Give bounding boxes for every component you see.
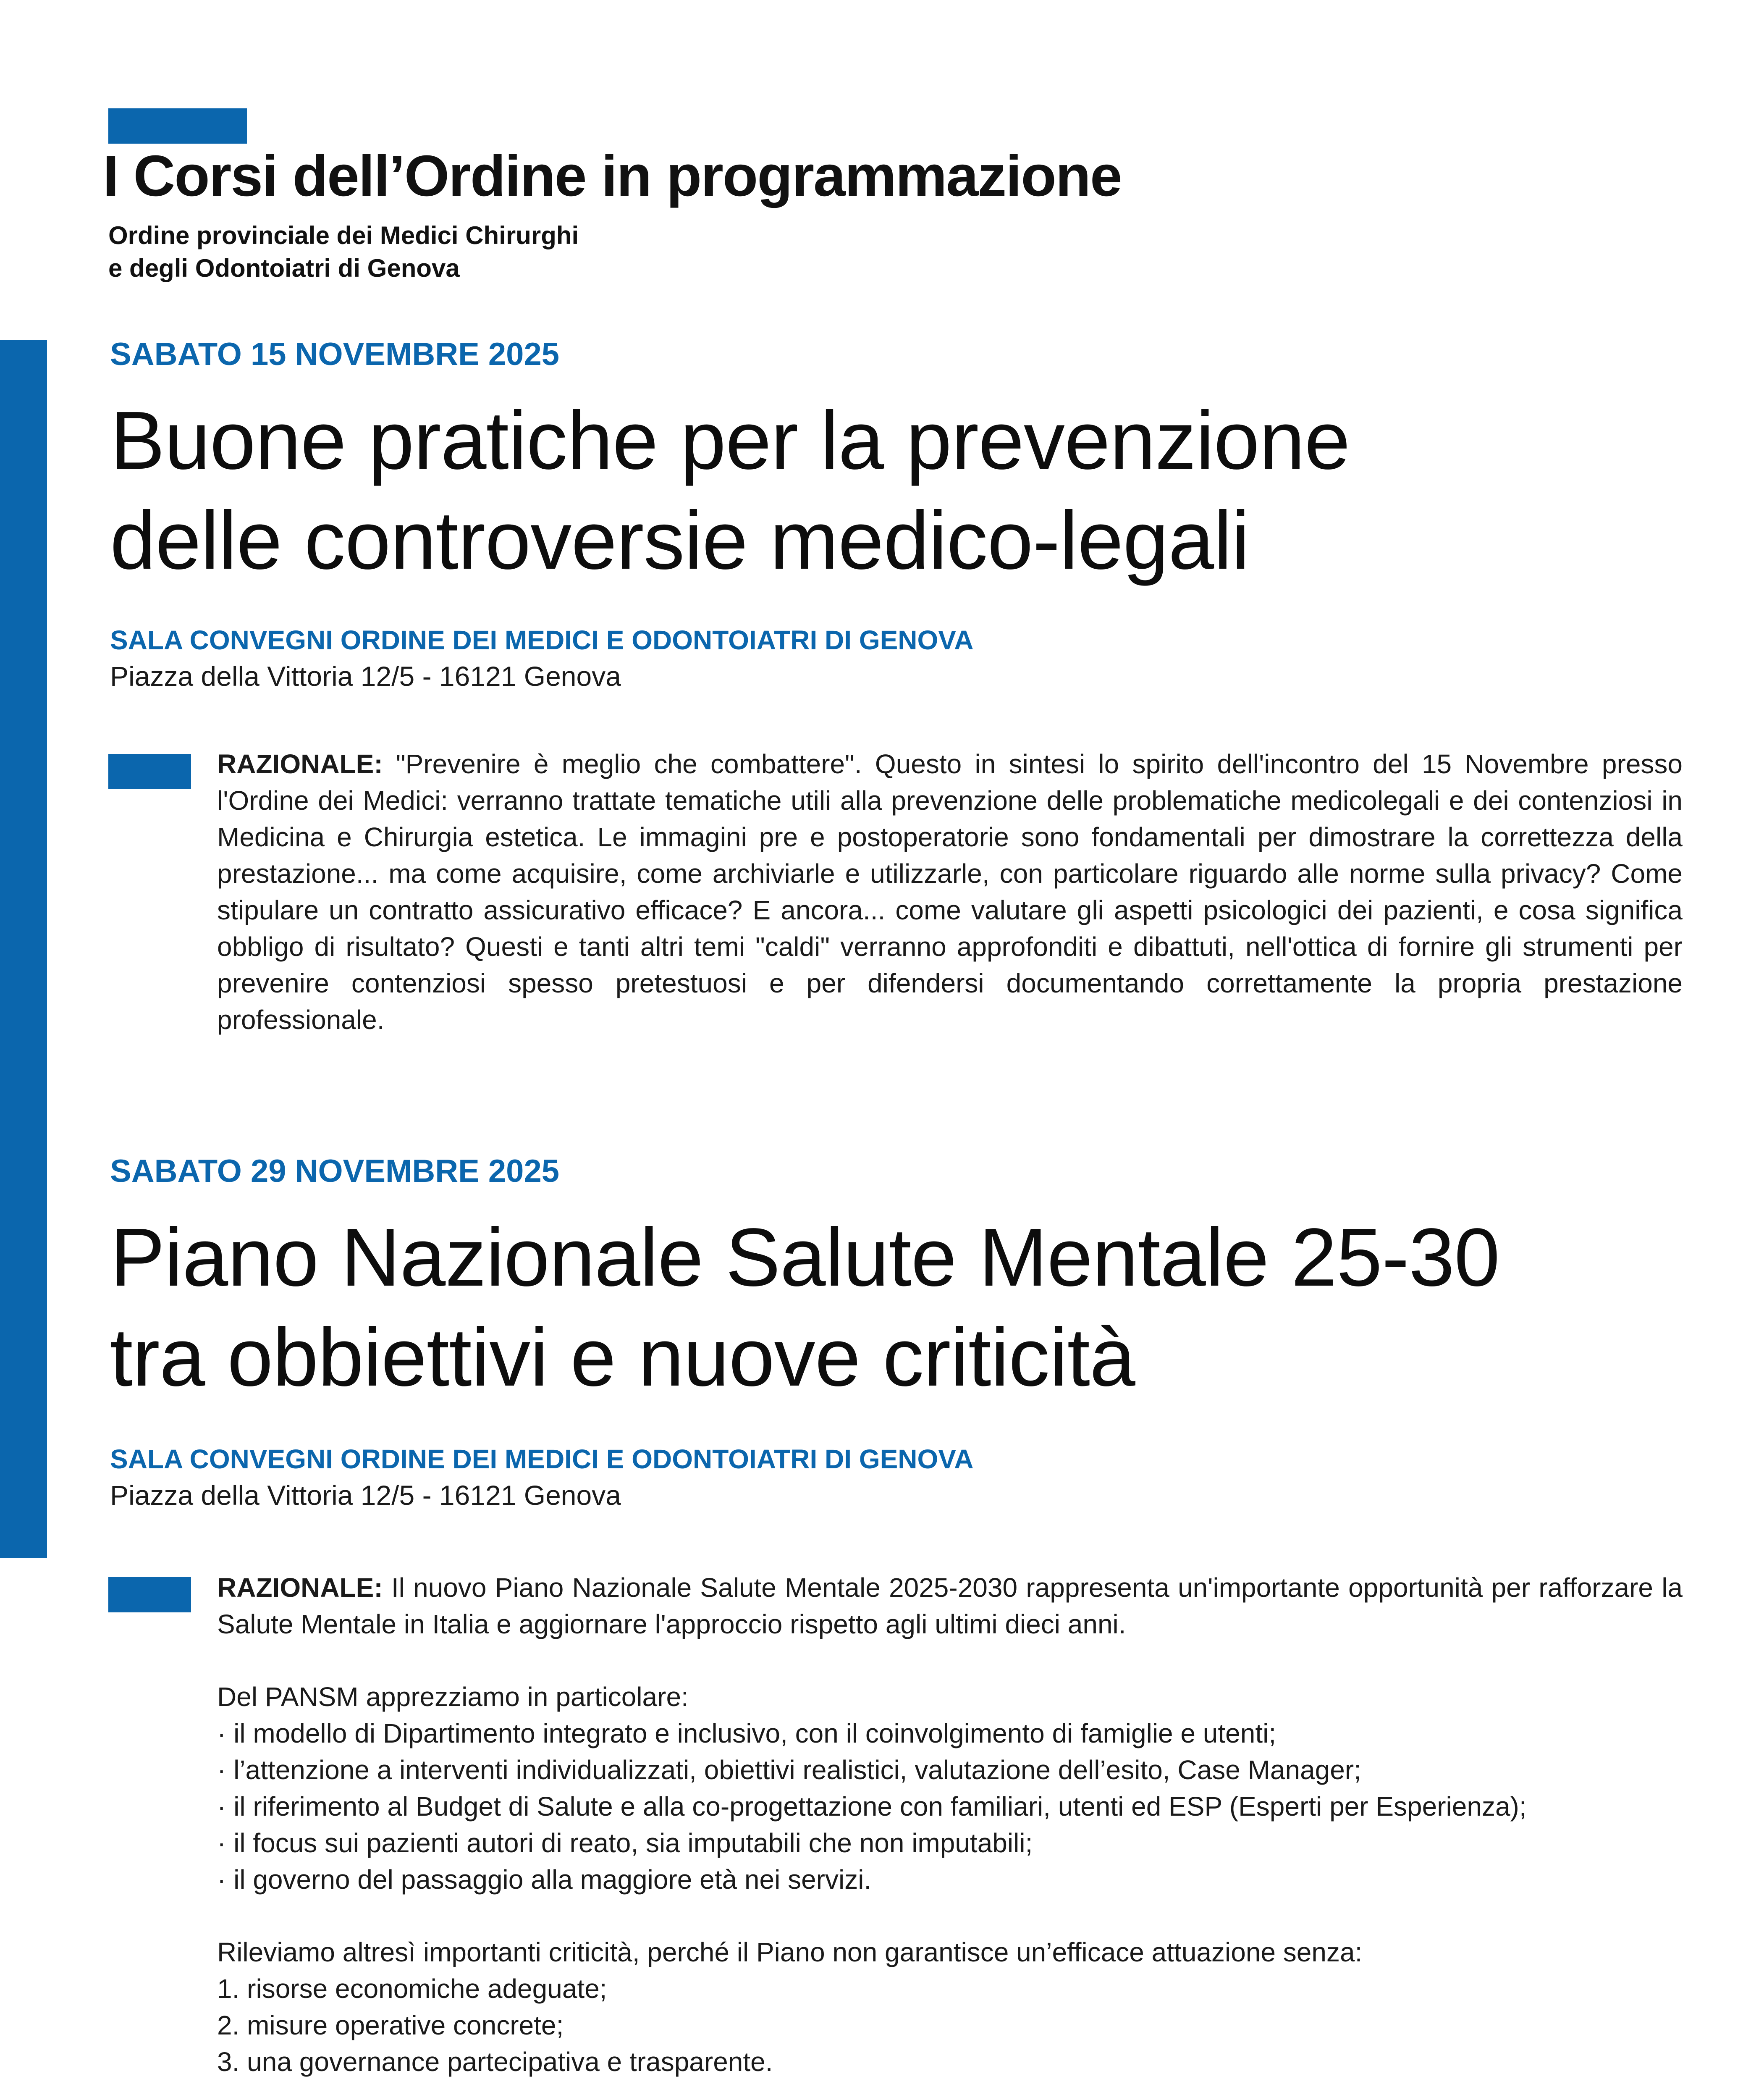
publisher — [108, 219, 579, 285]
event-1-address: Piazza della Vittoria 12/5 - 16121 Genova — [110, 661, 621, 692]
pansm-item: · il focus sui pazienti autori di reato, sia imputabili che non imputabili; — [217, 1828, 1033, 1858]
publisher-line-2: e degli Odontoiatri di Genova — [108, 254, 460, 282]
criticita-item: 3. una governance partecipativa e trasparente. — [217, 2047, 773, 2077]
header-accent-bar — [108, 108, 247, 144]
event-2-rationale-label: RAZIONALE: — [217, 1572, 383, 1603]
event-2-rationale — [217, 1570, 1683, 1643]
event-1-title — [110, 391, 1350, 591]
event-2-address: Piazza della Vittoria 12/5 - 16121 Genova — [110, 1480, 621, 1511]
event-1-rationale-label: RAZIONALE: — [217, 749, 383, 779]
event-1-rationale — [217, 746, 1683, 1038]
pansm-section — [217, 1679, 1683, 1898]
pansm-item: · il riferimento al Budget di Salute e alla co-progettazione con familiari, utenti ed ESP (Esperti per Esperienza); — [217, 1791, 1527, 1822]
event-1-rationale-text: "Prevenire è meglio che combattere". Questo in sintesi lo spirito dell'incontro del 15 Novembre presso l'Ordine dei Medici: verranno trattate tematiche utili alla prevenzione delle problematiche medicolegali e dei contenziosi in Medicina e Chirurgia estetica. Le immagini pre e postoperatorie sono fondamentali per dimostrare la correttezza della prestazione... ma come acquisire, come archiviarle e utilizzarle, con particolare riguardo alle norme sulla privacy? Come stipulare un contratto assicurativo efficace? E ancora... come valutare gli aspetti psicologici dei pazienti, e cosa significa obbligo di risultato? Questi e tanti altri temi "caldi" verranno approfonditi e dibattuti, nell'ottica di fornire gli strumenti per prevenire contenziosi spesso pretestuosi e per difendersi documentando correttamente la propria prestazione professionale. — [217, 749, 1683, 1035]
criticita-item: 1. risorse economiche adeguate; — [217, 1974, 607, 2004]
pansm-item: · il modello di Dipartimento integrato e inclusivo, con il coinvolgimento di famiglie e utenti; — [217, 1718, 1276, 1748]
publisher-line-1: Ordine provinciale dei Medici Chirurghi — [108, 221, 579, 249]
criticita-item: 2. misure operative concrete; — [217, 2010, 564, 2040]
side-accent-bar — [0, 340, 47, 1558]
criticita-intro: Rileviamo altresì importanti criticità, perché il Piano non garantisce un’efficace attuazione senza: — [217, 1937, 1363, 1967]
criticita-section — [217, 1934, 1683, 2080]
event-2-rationale-text: Il nuovo Piano Nazionale Salute Mentale 2025-2030 rappresenta un'importante opportunità per rafforzare la Salute Mentale in Italia e aggiornare l'approccio rispetto agli ultimi dieci anni. — [217, 1572, 1683, 1639]
event-2-venue: SALA CONVEGNI ORDINE DEI MEDICI E ODONTOIATRI DI GENOVA — [110, 1444, 974, 1474]
event-2-title-line-1: Piano Nazionale Salute Mentale 25-30 — [110, 1211, 1500, 1303]
event-2-title-line-2: tra obbiettivi e nuove criticità — [110, 1311, 1135, 1403]
pansm-intro: Del PANSM apprezziamo in particolare: — [217, 1682, 689, 1712]
event-2-rationale-bar — [108, 1577, 191, 1612]
pansm-item: · il governo del passaggio alla maggiore età nei servizi. — [217, 1864, 872, 1895]
event-1-date: SABATO 15 NOVEMBRE 2025 — [110, 336, 559, 372]
event-1-title-line-2: delle controversie medico-legali — [110, 494, 1250, 586]
event-1-venue: SALA CONVEGNI ORDINE DEI MEDICI E ODONTOIATRI DI GENOVA — [110, 625, 974, 655]
event-2-date: SABATO 29 NOVEMBRE 2025 — [110, 1153, 559, 1189]
pansm-item: · l’attenzione a interventi individualizzati, obiettivi realistici, valutazione dell’esito, Case Manager; — [217, 1755, 1361, 1785]
page-title: I Corsi dell’Ordine in programmazione — [103, 144, 1122, 208]
event-1-title-line-1: Buone pratiche per la prevenzione — [110, 394, 1350, 486]
event-2-title — [110, 1208, 1499, 1407]
event-1-rationale-bar — [108, 754, 191, 789]
